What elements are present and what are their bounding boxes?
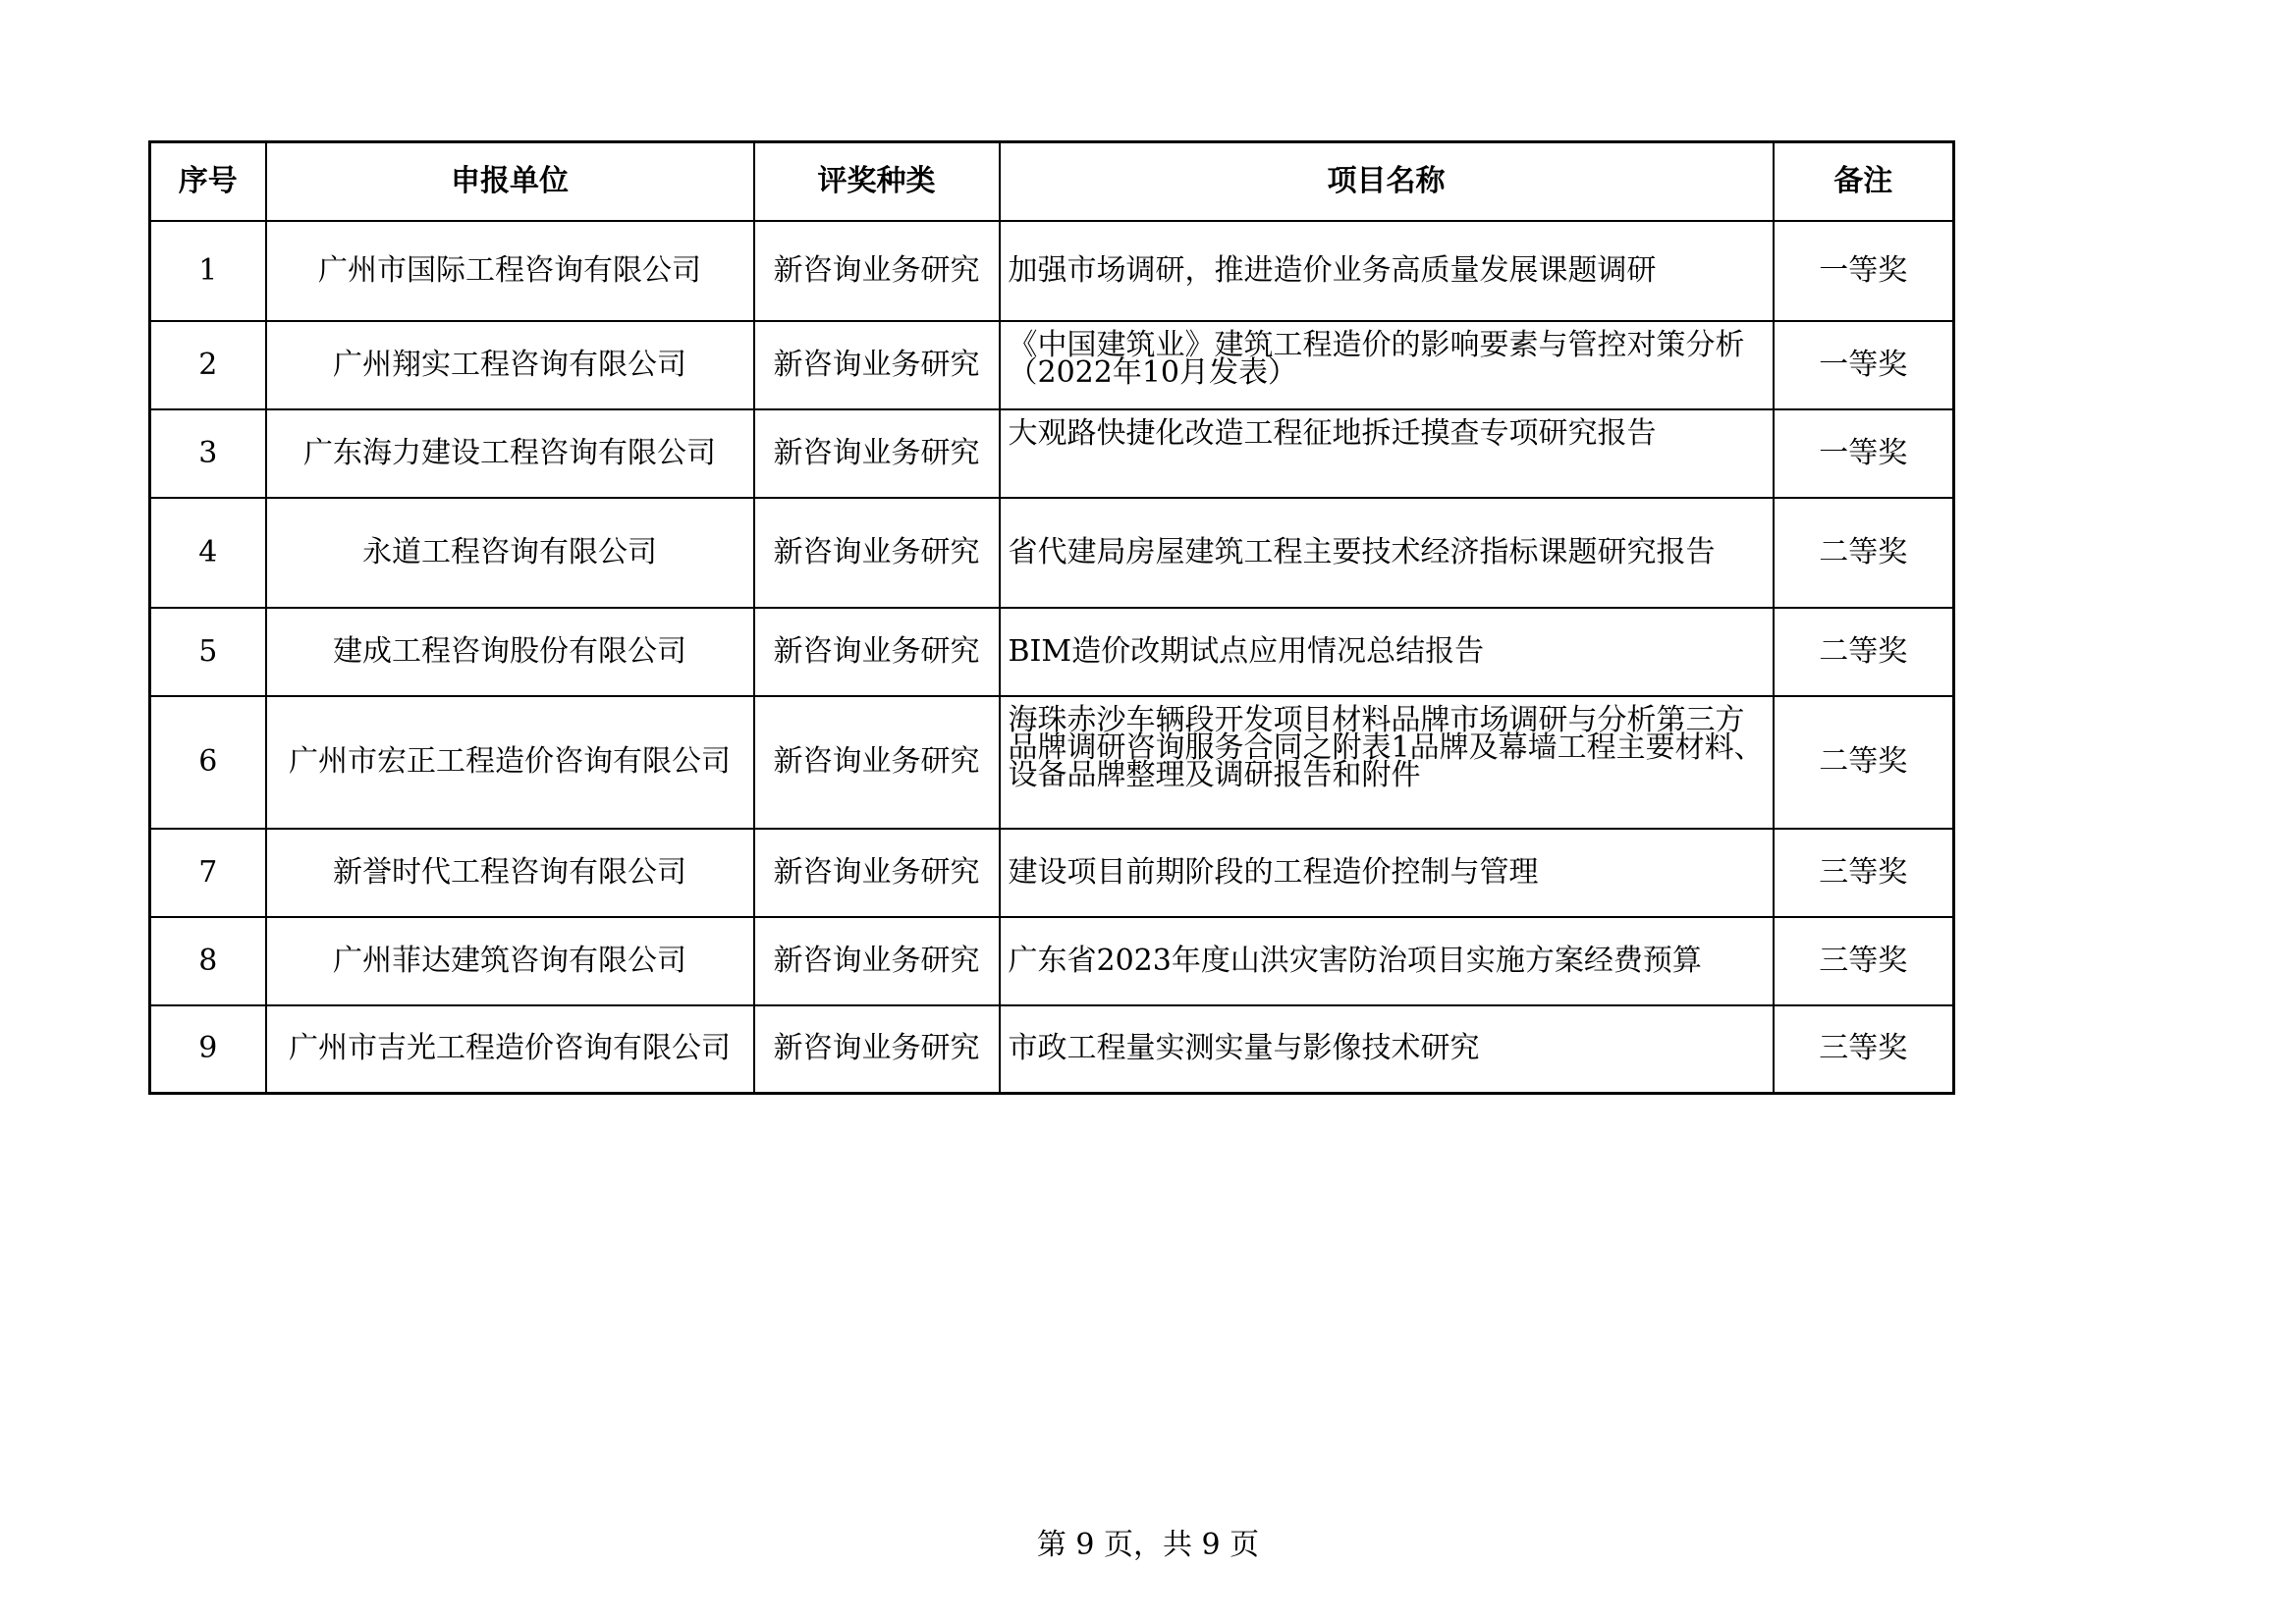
row-applicant-unit: 新誉时代工程咨询有限公司 [266, 829, 754, 917]
row-applicant-unit: 广州市国际工程咨询有限公司 [266, 221, 754, 321]
table-row [150, 221, 1954, 321]
row-remark: 一等奖 [1774, 321, 1954, 409]
row-remark: 二等奖 [1774, 696, 1954, 829]
row-project-name: 省代建局房屋建筑工程主要技术经济指标课题研究报告 [1000, 498, 1774, 608]
row-award-category: 新咨询业务研究 [754, 696, 1000, 829]
row-serial-number: 7 [150, 829, 266, 917]
page-number-footer: 第 9 页，共 9 页 [1036, 1528, 1260, 1562]
table-row [150, 1005, 1954, 1094]
row-award-category: 新咨询业务研究 [754, 608, 1000, 696]
row-serial-number: 4 [150, 498, 266, 608]
row-project-name: 大观路快捷化改造工程征地拆迁摸查专项研究报告 [1000, 409, 1774, 498]
row-project-name: 市政工程量实测实量与影像技术研究 [1000, 1005, 1774, 1094]
row-remark: 二等奖 [1774, 608, 1954, 696]
header-project-name: 项目名称 [1000, 142, 1774, 221]
row-remark: 三等奖 [1774, 829, 1954, 917]
row-award-category: 新咨询业务研究 [754, 321, 1000, 409]
row-serial-number: 8 [150, 917, 266, 1005]
table-row [150, 409, 1954, 498]
row-applicant-unit: 广州市吉光工程造价咨询有限公司 [266, 1005, 754, 1094]
row-award-category: 新咨询业务研究 [754, 409, 1000, 498]
row-award-category: 新咨询业务研究 [754, 498, 1000, 608]
table-row [150, 829, 1954, 917]
row-project-name: 《中国建筑业》建筑工程造价的影响要素与管控对策分析（2022年10月发表） [1000, 321, 1774, 409]
row-applicant-unit: 广州翔实工程咨询有限公司 [266, 321, 754, 409]
table-row [150, 498, 1954, 608]
header-award-category: 评奖种类 [754, 142, 1000, 221]
row-serial-number: 9 [150, 1005, 266, 1094]
table-row [150, 321, 1954, 409]
header-applicant-unit: 申报单位 [266, 142, 754, 221]
row-award-category: 新咨询业务研究 [754, 917, 1000, 1005]
row-serial-number: 6 [150, 696, 266, 829]
row-remark: 三等奖 [1774, 1005, 1954, 1094]
header-serial-number: 序号 [150, 142, 266, 221]
row-remark: 三等奖 [1774, 917, 1954, 1005]
row-serial-number: 2 [150, 321, 266, 409]
row-award-category: 新咨询业务研究 [754, 221, 1000, 321]
row-project-name: 海珠赤沙车辆段开发项目材料品牌市场调研与分析第三方品牌调研咨询服务合同之附表1品牌及幕墙工程主要材料、设备品牌整理及调研报告和附件 [1000, 696, 1774, 829]
table-row [150, 608, 1954, 696]
row-project-name: 加强市场调研，推进造价业务高质量发展课题调研 [1000, 221, 1774, 321]
row-serial-number: 1 [150, 221, 266, 321]
row-project-name: BIM造价改期试点应用情况总结报告 [1000, 608, 1774, 696]
row-serial-number: 3 [150, 409, 266, 498]
row-award-category: 新咨询业务研究 [754, 1005, 1000, 1094]
row-award-category: 新咨询业务研究 [754, 829, 1000, 917]
row-applicant-unit: 建成工程咨询股份有限公司 [266, 608, 754, 696]
table-row [150, 696, 1954, 829]
row-applicant-unit: 永道工程咨询有限公司 [266, 498, 754, 608]
table-row [150, 917, 1954, 1005]
row-project-name: 广东省2023年度山洪灾害防治项目实施方案经费预算 [1000, 917, 1774, 1005]
row-remark: 一等奖 [1774, 409, 1954, 498]
row-remark: 一等奖 [1774, 221, 1954, 321]
row-applicant-unit: 广州菲达建筑咨询有限公司 [266, 917, 754, 1005]
row-applicant-unit: 广州市宏正工程造价咨询有限公司 [266, 696, 754, 829]
award-table [148, 140, 1955, 1095]
table-header-row [150, 142, 1954, 221]
header-remark: 备注 [1774, 142, 1954, 221]
row-applicant-unit: 广东海力建设工程咨询有限公司 [266, 409, 754, 498]
row-project-name: 建设项目前期阶段的工程造价控制与管理 [1000, 829, 1774, 917]
row-serial-number: 5 [150, 608, 266, 696]
row-remark: 二等奖 [1774, 498, 1954, 608]
